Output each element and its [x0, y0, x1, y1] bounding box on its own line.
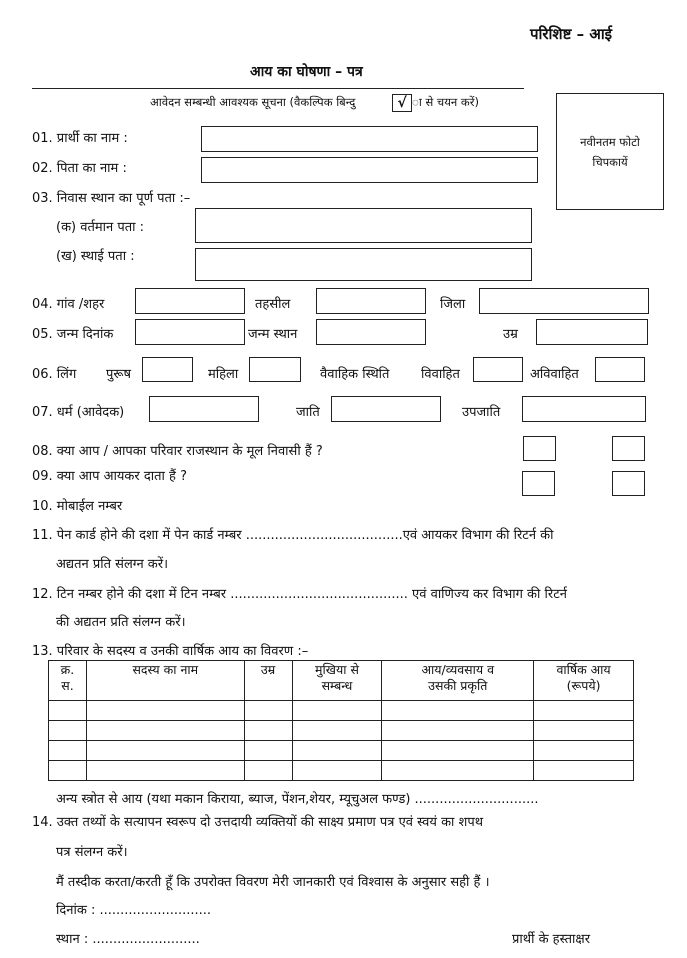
caste-field[interactable] [331, 396, 441, 422]
table-row[interactable] [49, 761, 634, 781]
table-row[interactable] [49, 701, 634, 721]
birthplace-field[interactable] [316, 319, 426, 345]
marital-status-label: वैवाहिक स्थिति [320, 367, 390, 382]
applicant-name-label: 01. प्रार्थी का नाम : [32, 131, 128, 146]
mobile-label: 10. मोबाईल नम्बर [32, 499, 123, 514]
age-label: उम्र [503, 327, 518, 342]
tehsil-label: तहसील [255, 297, 291, 312]
village-city-label: 04. गांव /शहर [32, 297, 105, 312]
page-title: आय का घोषणा – पत्र [250, 64, 363, 80]
birthplace-label: जन्म स्थान [248, 327, 298, 342]
district-label: जिला [440, 297, 466, 312]
male-label: पुरूष [106, 367, 131, 382]
dob-label: 05. जन्म दिनांक [32, 327, 114, 342]
tehsil-field[interactable] [316, 288, 426, 314]
col-serial-header: क्र. स. [49, 661, 87, 701]
verification-line1: 14. उक्त तथ्यों के सत्यापन स्वरूप दो उत्तदायी व्यक्तियों की साक्ष्य प्रमाण पत्र एवं स्वयं का शपथ [32, 815, 484, 830]
instruction-text [150, 95, 355, 110]
gender-label: 06. लिंग [32, 367, 77, 382]
address-label: 03. निवास स्थान का पूर्ण पता :– [32, 191, 191, 206]
col-relation-header: मुखिया से सम्बन्ध [292, 661, 382, 701]
father-name-field[interactable] [201, 157, 538, 183]
tin-line2: की अद्यतन प्रति संलग्न करें। [56, 615, 186, 630]
married-checkbox[interactable] [473, 357, 523, 382]
father-name-label: 02. पिता का नाम : [32, 161, 127, 176]
unmarried-label: अविवाहित [530, 367, 579, 382]
unmarried-checkbox[interactable] [595, 357, 645, 382]
table-header-row [49, 661, 634, 701]
married-label: विवाहित [421, 367, 460, 382]
table-row[interactable] [49, 741, 634, 761]
tick-box-icon: √ [392, 94, 412, 112]
date-line: दिनांक : ........................... [56, 903, 212, 918]
taxpayer-no-checkbox[interactable] [612, 471, 645, 496]
subcaste-field[interactable] [522, 396, 646, 422]
applicant-name-field[interactable] [201, 126, 538, 152]
taxpayer-yes-checkbox[interactable] [522, 471, 555, 496]
photo-label-line2: चिपकायें [592, 155, 628, 169]
native-no-checkbox[interactable] [612, 436, 645, 461]
family-members-heading: 13. परिवार के सदस्य व उनकी वार्षिक आय का विवरण :– [32, 644, 309, 659]
title-underline [32, 88, 524, 89]
district-field[interactable] [479, 288, 649, 314]
age-field[interactable] [536, 319, 648, 345]
current-address-field[interactable] [195, 208, 532, 243]
subcaste-label: उपजाति [462, 405, 501, 420]
current-address-label: (क) वर्तमान पता : [56, 220, 145, 235]
dob-field[interactable] [135, 319, 245, 345]
instruction-before: आवेदन सम्बन्धी आवश्यक सूचना (वैकल्पिक बिन्दु [150, 95, 356, 109]
religion-field[interactable] [149, 396, 259, 422]
permanent-address-label: (ख) स्थाई पता : [56, 249, 135, 264]
religion-label: 07. धर्म (आवेदक) [32, 405, 125, 420]
col-member-name-header: सदस्य का नाम [86, 661, 244, 701]
rajasthan-native-question: 08. क्या आप / आपका परिवार राजस्थान के मूल निवासी हैं ? [32, 444, 323, 459]
other-income-line: अन्य स्त्रोत से आय (यथा मकान किराया, ब्याज, पेंशन,शेयर, म्यूचुअल फण्ड) .............................. [56, 792, 539, 807]
declaration-text: मैं तस्दीक करता/करती हूँ कि उपरोक्त विवरण मेरी जानकारी एवं विश्वास के अनुसार सही हैं । [56, 875, 490, 890]
taxpayer-question: 09. क्या आप आयकर दाता हैं ? [32, 469, 187, 484]
appendix-label: परिशिष्ट – आई [530, 25, 613, 43]
village-city-field[interactable] [135, 288, 245, 314]
applicant-signature-label: प्रार्थी के हस्ताक्षर [512, 932, 591, 947]
male-checkbox[interactable] [142, 357, 193, 382]
photo-box[interactable] [556, 93, 664, 210]
tin-line1: 12. टिन नम्बर होने की दशा में टिन नम्बर ........................................... एवं वाणिज्य कर विभाग की रिटर्न [32, 587, 567, 602]
caste-label: जाति [296, 405, 320, 420]
place-line: स्थान : .......................... [56, 932, 200, 947]
pan-card-line1: 11. पेन कार्ड होने की दशा में पेन कार्ड नम्बर ......................................एवं आयकर विभाग की रिटर्न की [32, 528, 554, 543]
instruction-after: ा से चयन करें) [412, 95, 479, 109]
col-annual-income-header: वार्षिक आय (रूपये) [534, 661, 634, 701]
permanent-address-field[interactable] [195, 248, 532, 281]
family-members-table [48, 660, 634, 781]
col-age-header: उम्र [244, 661, 292, 701]
col-occupation-header: आय/व्यवसाय व उसकी प्रकृति [382, 661, 534, 701]
female-label: महिला [208, 367, 239, 382]
verification-line2: पत्र संलग्न करें। [56, 845, 128, 860]
pan-card-line2: अद्यतन प्रति संलग्न करें। [56, 557, 169, 572]
female-checkbox[interactable] [249, 357, 301, 382]
table-row[interactable] [49, 721, 634, 741]
native-yes-checkbox[interactable] [523, 436, 556, 461]
photo-label-line1: नवीनतम फोटो [580, 135, 640, 149]
